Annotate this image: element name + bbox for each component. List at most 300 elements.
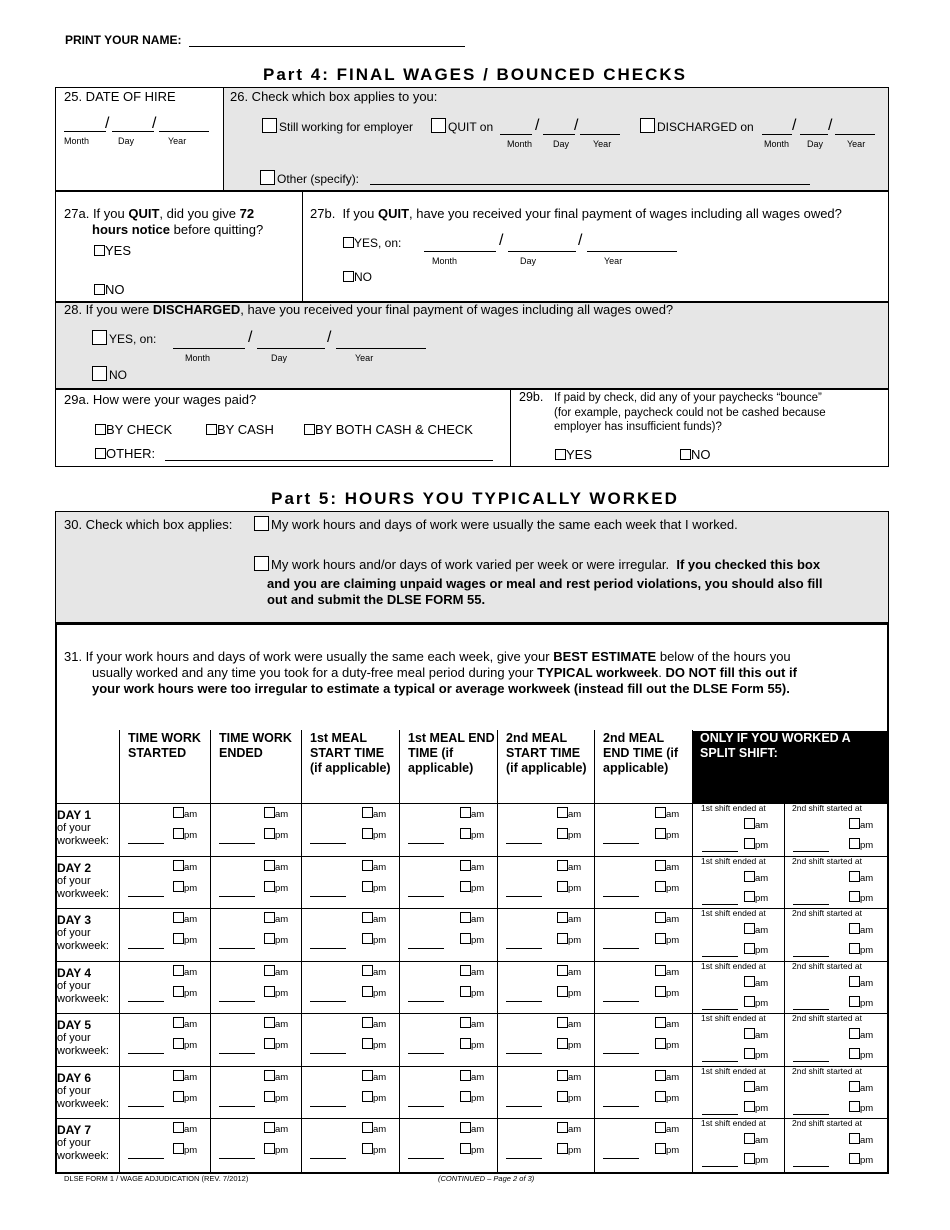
- q27b-no-option[interactable]: NO: [343, 270, 372, 284]
- pm-checkbox[interactable]: [655, 881, 666, 892]
- pm-option[interactable]: pm: [655, 881, 679, 894]
- am-checkbox[interactable]: [655, 912, 666, 923]
- pm-checkbox[interactable]: [264, 986, 275, 997]
- pm-checkbox[interactable]: [557, 933, 568, 944]
- pm-option[interactable]: pm: [362, 1038, 386, 1051]
- am-checkbox[interactable]: [655, 807, 666, 818]
- time-field[interactable]: [408, 1053, 444, 1054]
- split-am-option[interactable]: am: [849, 871, 873, 884]
- pm-option[interactable]: pm: [173, 1091, 197, 1104]
- pm-option[interactable]: pm: [557, 828, 581, 841]
- time-field[interactable]: [310, 1106, 346, 1107]
- am-checkbox[interactable]: [173, 1070, 184, 1081]
- pm-checkbox[interactable]: [460, 986, 471, 997]
- am-option[interactable]: am: [362, 860, 386, 873]
- am-checkbox[interactable]: [460, 912, 471, 923]
- am-checkbox[interactable]: [744, 871, 755, 882]
- q27a-yes-checkbox[interactable]: [94, 245, 105, 256]
- pm-checkbox[interactable]: [557, 1038, 568, 1049]
- pm-checkbox[interactable]: [744, 1048, 755, 1059]
- am-option[interactable]: am: [264, 912, 288, 925]
- split-am-option[interactable]: am: [744, 871, 768, 884]
- pm-checkbox[interactable]: [557, 1091, 568, 1102]
- split-am-option[interactable]: am: [744, 1081, 768, 1094]
- pm-checkbox[interactable]: [264, 933, 275, 944]
- am-checkbox[interactable]: [557, 965, 568, 976]
- split-pm-option[interactable]: pm: [849, 1153, 873, 1166]
- am-checkbox[interactable]: [460, 1017, 471, 1028]
- am-option[interactable]: am: [362, 1122, 386, 1135]
- q30-varied-checkbox[interactable]: [254, 556, 269, 571]
- time-field[interactable]: [408, 1106, 444, 1107]
- pm-option[interactable]: pm: [264, 1038, 288, 1051]
- am-checkbox[interactable]: [362, 860, 373, 871]
- pm-option[interactable]: pm: [557, 881, 581, 894]
- am-checkbox[interactable]: [264, 860, 275, 871]
- split-am-option[interactable]: am: [744, 1028, 768, 1041]
- am-option[interactable]: am: [362, 965, 386, 978]
- am-checkbox[interactable]: [460, 965, 471, 976]
- pm-checkbox[interactable]: [655, 1143, 666, 1154]
- am-option[interactable]: am: [557, 1070, 581, 1083]
- time-field[interactable]: [603, 948, 639, 949]
- pm-option[interactable]: pm: [362, 1143, 386, 1156]
- q28-no-checkbox[interactable]: [92, 366, 107, 381]
- time-field[interactable]: [310, 843, 346, 844]
- split-time-field[interactable]: [793, 956, 829, 957]
- time-field[interactable]: [506, 1106, 542, 1107]
- pm-checkbox[interactable]: [460, 933, 471, 944]
- split-am-option[interactable]: am: [849, 923, 873, 936]
- time-field[interactable]: [219, 1106, 255, 1107]
- am-checkbox[interactable]: [362, 807, 373, 818]
- pm-checkbox[interactable]: [460, 828, 471, 839]
- q27b-month-field[interactable]: [424, 251, 496, 252]
- am-option[interactable]: am: [173, 807, 197, 820]
- split-time-field[interactable]: [793, 1061, 829, 1062]
- split-time-field[interactable]: [702, 1166, 738, 1167]
- by-check-checkbox[interactable]: [95, 424, 106, 435]
- time-field[interactable]: [219, 896, 255, 897]
- am-checkbox[interactable]: [744, 976, 755, 987]
- am-option[interactable]: am: [264, 807, 288, 820]
- q28-yes-option[interactable]: YES, on:: [92, 330, 156, 346]
- am-option[interactable]: am: [557, 1017, 581, 1030]
- pm-checkbox[interactable]: [655, 1091, 666, 1102]
- pm-checkbox[interactable]: [744, 1101, 755, 1112]
- time-field[interactable]: [603, 843, 639, 844]
- by-both-checkbox[interactable]: [304, 424, 315, 435]
- time-field[interactable]: [603, 1158, 639, 1159]
- am-option[interactable]: am: [655, 807, 679, 820]
- am-option[interactable]: am: [655, 1070, 679, 1083]
- time-field[interactable]: [506, 948, 542, 949]
- pm-option[interactable]: pm: [655, 1143, 679, 1156]
- split-pm-option[interactable]: pm: [744, 996, 768, 1009]
- time-field[interactable]: [310, 948, 346, 949]
- quit-on-option[interactable]: QUIT on: [431, 118, 493, 134]
- split-am-option[interactable]: am: [849, 1081, 873, 1094]
- discharged-on-option[interactable]: DISCHARGED on: [640, 118, 754, 134]
- am-option[interactable]: am: [264, 1070, 288, 1083]
- pm-checkbox[interactable]: [744, 996, 755, 1007]
- pm-checkbox[interactable]: [557, 828, 568, 839]
- pm-checkbox[interactable]: [460, 1091, 471, 1102]
- am-checkbox[interactable]: [173, 912, 184, 923]
- pm-checkbox[interactable]: [264, 828, 275, 839]
- by-both-option[interactable]: BY BOTH CASH & CHECK: [304, 422, 473, 437]
- split-time-field[interactable]: [702, 956, 738, 957]
- time-field[interactable]: [603, 1053, 639, 1054]
- pm-checkbox[interactable]: [173, 986, 184, 997]
- time-field[interactable]: [219, 1158, 255, 1159]
- other-specify-option[interactable]: Other (specify):: [260, 170, 359, 186]
- am-checkbox[interactable]: [744, 1133, 755, 1144]
- other-specify-checkbox[interactable]: [260, 170, 275, 185]
- pm-checkbox[interactable]: [264, 1143, 275, 1154]
- am-option[interactable]: am: [655, 1017, 679, 1030]
- quit-month-field[interactable]: [500, 134, 532, 135]
- pm-checkbox[interactable]: [173, 828, 184, 839]
- pm-checkbox[interactable]: [744, 1153, 755, 1164]
- q29b-no-checkbox[interactable]: [680, 449, 691, 460]
- split-pm-option[interactable]: pm: [744, 1101, 768, 1114]
- split-time-field[interactable]: [702, 851, 738, 852]
- am-checkbox[interactable]: [264, 807, 275, 818]
- split-pm-option[interactable]: pm: [849, 838, 873, 851]
- pm-checkbox[interactable]: [849, 838, 860, 849]
- time-field[interactable]: [128, 896, 164, 897]
- am-checkbox[interactable]: [655, 860, 666, 871]
- am-checkbox[interactable]: [264, 1122, 275, 1133]
- am-checkbox[interactable]: [173, 860, 184, 871]
- time-field[interactable]: [310, 1053, 346, 1054]
- other-paid-field[interactable]: [165, 460, 493, 461]
- am-checkbox[interactable]: [744, 1028, 755, 1039]
- am-option[interactable]: am: [173, 965, 197, 978]
- pm-checkbox[interactable]: [849, 943, 860, 954]
- pm-option[interactable]: pm: [460, 1143, 484, 1156]
- am-option[interactable]: am: [264, 1122, 288, 1135]
- split-am-option[interactable]: am: [849, 1133, 873, 1146]
- pm-checkbox[interactable]: [173, 881, 184, 892]
- am-checkbox[interactable]: [264, 1017, 275, 1028]
- split-am-option[interactable]: am: [744, 923, 768, 936]
- split-time-field[interactable]: [793, 851, 829, 852]
- q28-year-field[interactable]: [336, 348, 426, 349]
- time-field[interactable]: [310, 1001, 346, 1002]
- q28-month-field[interactable]: [173, 348, 245, 349]
- pm-option[interactable]: pm: [557, 1038, 581, 1051]
- am-checkbox[interactable]: [264, 912, 275, 923]
- q28-no-option[interactable]: NO: [92, 366, 127, 382]
- pm-checkbox[interactable]: [173, 1038, 184, 1049]
- am-checkbox[interactable]: [655, 1017, 666, 1028]
- pm-option[interactable]: pm: [655, 933, 679, 946]
- pm-option[interactable]: pm: [173, 828, 197, 841]
- am-checkbox[interactable]: [849, 976, 860, 987]
- split-time-field[interactable]: [793, 1166, 829, 1167]
- pm-checkbox[interactable]: [557, 1143, 568, 1154]
- am-checkbox[interactable]: [460, 807, 471, 818]
- time-field[interactable]: [128, 1001, 164, 1002]
- pm-checkbox[interactable]: [849, 1101, 860, 1112]
- hire-day-field[interactable]: [112, 131, 154, 132]
- pm-option[interactable]: pm: [173, 986, 197, 999]
- time-field[interactable]: [506, 1158, 542, 1159]
- am-checkbox[interactable]: [173, 965, 184, 976]
- pm-checkbox[interactable]: [460, 1143, 471, 1154]
- pm-option[interactable]: pm: [655, 986, 679, 999]
- quit-day-field[interactable]: [543, 134, 575, 135]
- pm-checkbox[interactable]: [460, 881, 471, 892]
- am-checkbox[interactable]: [362, 965, 373, 976]
- am-checkbox[interactable]: [557, 1070, 568, 1081]
- print-name-field[interactable]: [189, 46, 465, 47]
- am-checkbox[interactable]: [557, 1122, 568, 1133]
- hire-month-field[interactable]: [64, 131, 106, 132]
- pm-option[interactable]: pm: [264, 881, 288, 894]
- split-pm-option[interactable]: pm: [744, 891, 768, 904]
- am-option[interactable]: am: [362, 807, 386, 820]
- am-checkbox[interactable]: [557, 912, 568, 923]
- pm-option[interactable]: pm: [460, 986, 484, 999]
- am-checkbox[interactable]: [655, 965, 666, 976]
- am-checkbox[interactable]: [264, 965, 275, 976]
- discharged-month-field[interactable]: [762, 134, 792, 135]
- pm-checkbox[interactable]: [362, 933, 373, 944]
- pm-option[interactable]: pm: [362, 986, 386, 999]
- pm-option[interactable]: pm: [264, 986, 288, 999]
- other-paid-option[interactable]: OTHER:: [95, 446, 155, 461]
- time-field[interactable]: [128, 1106, 164, 1107]
- am-checkbox[interactable]: [655, 1122, 666, 1133]
- pm-checkbox[interactable]: [173, 933, 184, 944]
- q28-day-field[interactable]: [257, 348, 325, 349]
- am-option[interactable]: am: [460, 1017, 484, 1030]
- split-time-field[interactable]: [793, 904, 829, 905]
- am-option[interactable]: am: [557, 912, 581, 925]
- q30-same-checkbox[interactable]: [254, 516, 269, 531]
- pm-option[interactable]: pm: [173, 881, 197, 894]
- split-pm-option[interactable]: pm: [849, 1048, 873, 1061]
- pm-checkbox[interactable]: [362, 881, 373, 892]
- am-checkbox[interactable]: [655, 1070, 666, 1081]
- time-field[interactable]: [128, 843, 164, 844]
- am-checkbox[interactable]: [362, 1017, 373, 1028]
- am-option[interactable]: am: [460, 807, 484, 820]
- still-working-option[interactable]: Still working for employer: [262, 118, 413, 134]
- pm-option[interactable]: pm: [362, 828, 386, 841]
- split-pm-option[interactable]: pm: [849, 1101, 873, 1114]
- split-am-option[interactable]: am: [849, 818, 873, 831]
- pm-option[interactable]: pm: [557, 1091, 581, 1104]
- pm-option[interactable]: pm: [264, 828, 288, 841]
- pm-checkbox[interactable]: [744, 838, 755, 849]
- pm-option[interactable]: pm: [655, 1038, 679, 1051]
- am-option[interactable]: am: [655, 965, 679, 978]
- pm-option[interactable]: pm: [362, 933, 386, 946]
- q27b-yes-checkbox[interactable]: [343, 237, 354, 248]
- am-option[interactable]: am: [173, 860, 197, 873]
- pm-option[interactable]: pm: [460, 828, 484, 841]
- am-checkbox[interactable]: [557, 860, 568, 871]
- pm-option[interactable]: pm: [264, 933, 288, 946]
- q28-yes-checkbox[interactable]: [92, 330, 107, 345]
- am-checkbox[interactable]: [849, 1081, 860, 1092]
- pm-checkbox[interactable]: [655, 933, 666, 944]
- pm-checkbox[interactable]: [362, 828, 373, 839]
- am-option[interactable]: am: [655, 1122, 679, 1135]
- q27b-yes-option[interactable]: YES, on:: [343, 236, 401, 250]
- am-checkbox[interactable]: [173, 807, 184, 818]
- am-checkbox[interactable]: [460, 1122, 471, 1133]
- time-field[interactable]: [506, 1001, 542, 1002]
- time-field[interactable]: [408, 948, 444, 949]
- discharged-day-field[interactable]: [800, 134, 828, 135]
- pm-option[interactable]: pm: [264, 1091, 288, 1104]
- am-checkbox[interactable]: [849, 1133, 860, 1144]
- split-time-field[interactable]: [702, 1114, 738, 1115]
- am-option[interactable]: am: [264, 965, 288, 978]
- am-option[interactable]: am: [362, 1070, 386, 1083]
- split-am-option[interactable]: am: [744, 818, 768, 831]
- am-option[interactable]: am: [264, 1017, 288, 1030]
- time-field[interactable]: [408, 1158, 444, 1159]
- pm-checkbox[interactable]: [655, 986, 666, 997]
- hire-year-field[interactable]: [159, 131, 209, 132]
- pm-checkbox[interactable]: [264, 1038, 275, 1049]
- pm-checkbox[interactable]: [362, 986, 373, 997]
- split-pm-option[interactable]: pm: [744, 943, 768, 956]
- split-pm-option[interactable]: pm: [849, 891, 873, 904]
- q29b-yes-option[interactable]: YES: [555, 447, 592, 462]
- am-checkbox[interactable]: [460, 1070, 471, 1081]
- am-option[interactable]: am: [557, 807, 581, 820]
- pm-option[interactable]: pm: [362, 881, 386, 894]
- pm-checkbox[interactable]: [557, 881, 568, 892]
- time-field[interactable]: [506, 843, 542, 844]
- q30-same-option[interactable]: My work hours and days of work were usually the same each week that I worked.: [254, 516, 738, 532]
- pm-checkbox[interactable]: [362, 1091, 373, 1102]
- am-option[interactable]: am: [557, 965, 581, 978]
- q27b-day-field[interactable]: [508, 251, 576, 252]
- quit-on-checkbox[interactable]: [431, 118, 446, 133]
- pm-checkbox[interactable]: [264, 1091, 275, 1102]
- time-field[interactable]: [219, 1053, 255, 1054]
- am-checkbox[interactable]: [849, 923, 860, 934]
- am-option[interactable]: am: [557, 860, 581, 873]
- split-time-field[interactable]: [702, 1009, 738, 1010]
- time-field[interactable]: [310, 896, 346, 897]
- pm-option[interactable]: pm: [460, 933, 484, 946]
- split-pm-option[interactable]: pm: [744, 1048, 768, 1061]
- pm-option[interactable]: pm: [557, 986, 581, 999]
- pm-checkbox[interactable]: [173, 1091, 184, 1102]
- pm-checkbox[interactable]: [849, 1048, 860, 1059]
- pm-checkbox[interactable]: [362, 1038, 373, 1049]
- still-working-checkbox[interactable]: [262, 118, 277, 133]
- am-option[interactable]: am: [460, 860, 484, 873]
- time-field[interactable]: [603, 1001, 639, 1002]
- pm-option[interactable]: pm: [557, 933, 581, 946]
- am-checkbox[interactable]: [557, 1017, 568, 1028]
- pm-checkbox[interactable]: [849, 1153, 860, 1164]
- split-am-option[interactable]: am: [849, 1028, 873, 1041]
- pm-checkbox[interactable]: [362, 1143, 373, 1154]
- time-field[interactable]: [506, 896, 542, 897]
- split-pm-option[interactable]: pm: [849, 943, 873, 956]
- by-cash-checkbox[interactable]: [206, 424, 217, 435]
- am-option[interactable]: am: [460, 965, 484, 978]
- split-am-option[interactable]: am: [744, 976, 768, 989]
- pm-option[interactable]: pm: [362, 1091, 386, 1104]
- quit-year-field[interactable]: [580, 134, 620, 135]
- pm-checkbox[interactable]: [849, 996, 860, 1007]
- split-am-option[interactable]: am: [849, 976, 873, 989]
- pm-option[interactable]: pm: [655, 828, 679, 841]
- time-field[interactable]: [128, 1053, 164, 1054]
- time-field[interactable]: [408, 896, 444, 897]
- am-checkbox[interactable]: [744, 818, 755, 829]
- pm-option[interactable]: pm: [264, 1143, 288, 1156]
- pm-checkbox[interactable]: [655, 1038, 666, 1049]
- other-paid-checkbox[interactable]: [95, 448, 106, 459]
- am-option[interactable]: am: [264, 860, 288, 873]
- pm-option[interactable]: pm: [460, 1038, 484, 1051]
- am-option[interactable]: am: [173, 912, 197, 925]
- other-specify-field[interactable]: [370, 184, 810, 185]
- q27a-no-option[interactable]: NO: [94, 282, 125, 297]
- am-checkbox[interactable]: [362, 1070, 373, 1081]
- q30-varied-option[interactable]: My work hours and/or days of work varied per week or were irregular. If you checked this box: [254, 556, 820, 572]
- pm-option[interactable]: pm: [173, 933, 197, 946]
- am-checkbox[interactable]: [362, 1122, 373, 1133]
- by-check-option[interactable]: BY CHECK: [95, 422, 172, 437]
- time-field[interactable]: [506, 1053, 542, 1054]
- am-option[interactable]: am: [362, 912, 386, 925]
- pm-checkbox[interactable]: [460, 1038, 471, 1049]
- time-field[interactable]: [603, 896, 639, 897]
- am-checkbox[interactable]: [264, 1070, 275, 1081]
- am-checkbox[interactable]: [173, 1122, 184, 1133]
- time-field[interactable]: [310, 1158, 346, 1159]
- am-checkbox[interactable]: [557, 807, 568, 818]
- by-cash-option[interactable]: BY CASH: [206, 422, 274, 437]
- am-option[interactable]: am: [362, 1017, 386, 1030]
- pm-option[interactable]: pm: [460, 881, 484, 894]
- am-checkbox[interactable]: [849, 871, 860, 882]
- time-field[interactable]: [408, 1001, 444, 1002]
- split-pm-option[interactable]: pm: [744, 1153, 768, 1166]
- pm-checkbox[interactable]: [264, 881, 275, 892]
- pm-checkbox[interactable]: [557, 986, 568, 997]
- time-field[interactable]: [219, 843, 255, 844]
- am-option[interactable]: am: [655, 860, 679, 873]
- split-am-option[interactable]: am: [744, 1133, 768, 1146]
- am-checkbox[interactable]: [460, 860, 471, 871]
- pm-option[interactable]: pm: [173, 1143, 197, 1156]
- pm-checkbox[interactable]: [849, 891, 860, 902]
- q29b-yes-checkbox[interactable]: [555, 449, 566, 460]
- time-field[interactable]: [408, 843, 444, 844]
- split-time-field[interactable]: [702, 1061, 738, 1062]
- q27b-no-checkbox[interactable]: [343, 271, 354, 282]
- pm-option[interactable]: pm: [655, 1091, 679, 1104]
- am-checkbox[interactable]: [849, 1028, 860, 1039]
- q27a-yes-option[interactable]: YES: [94, 243, 131, 258]
- am-option[interactable]: am: [460, 912, 484, 925]
